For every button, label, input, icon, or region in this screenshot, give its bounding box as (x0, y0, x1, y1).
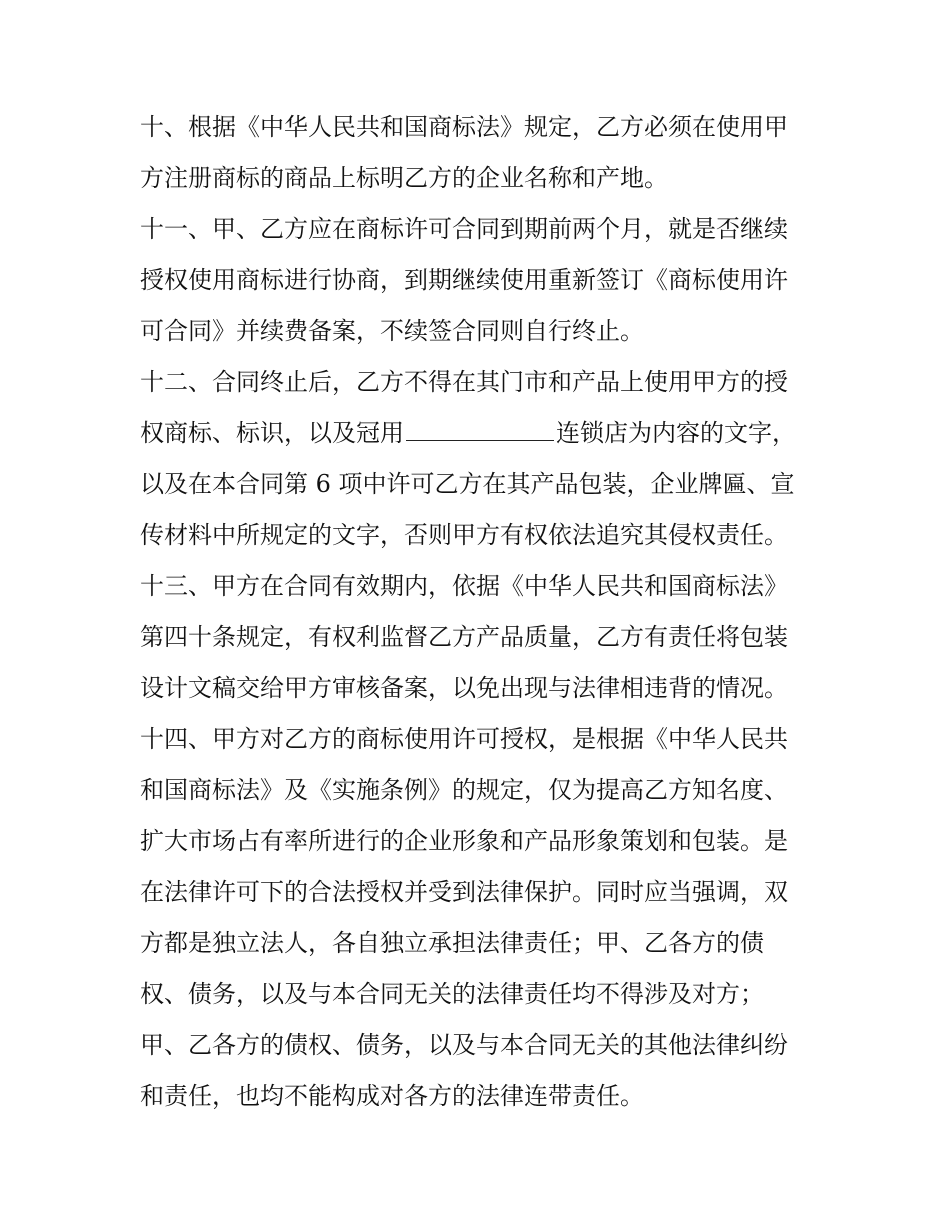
text-line-with-blank (140, 408, 820, 459)
text-line: 十、根据《中华人民共和国商标法》规定，乙方必须在使用甲 (140, 113, 788, 141)
clause-12 (140, 357, 820, 561)
text-line: 方都是独立法人，各自独立承担法律责任；甲、乙各方的债 (140, 929, 764, 957)
text-line: 十一、甲、乙方应在商标许可合同到期前两个月，就是否继续 (140, 215, 788, 243)
clause-11 (140, 204, 820, 357)
text-line: 扩大市场占有率所进行的企业形象和产品形象策划和包装。是 (140, 827, 788, 855)
text-line: 和国商标法》及《实施条例》的规定，仅为提高乙方知名度、 (140, 776, 788, 804)
text-line: 和责任，也均不能构成对各方的法律连带责任。 (140, 1082, 644, 1110)
text-line: 权、债务，以及与本合同无关的法律责任均不得涉及对方； (140, 980, 764, 1008)
document-page (140, 102, 820, 1122)
fill-in-blank (406, 418, 554, 441)
text-line: 十三、甲方在合同有效期内，依据《中华人民共和国商标法》 (140, 572, 788, 600)
text-line: 甲、乙各方的债权、债务，以及与本合同无关的其他法律纠纷 (140, 1031, 788, 1059)
text-line: 以及在本合同第 6 项中许可乙方在其产品包装，企业牌匾、宣 (140, 470, 795, 498)
text-line: 第四十条规定，有权利监督乙方产品质量，乙方有责任将包装 (140, 623, 788, 651)
text-line: 在法律许可下的合法授权并受到法律保护。同时应当强调，双 (140, 878, 788, 906)
text-line: 授权使用商标进行协商，到期继续使用重新签订《商标使用许 (140, 266, 788, 294)
text-line: 可合同》并续费备案，不续签合同则自行终止。 (140, 317, 644, 345)
clause-10 (140, 102, 820, 204)
text-fragment: 连锁店为内容的文字， (556, 419, 796, 447)
clause-14 (140, 714, 820, 1122)
text-line: 设计文稿交给甲方审核备案，以免出现与法律相违背的情况。 (140, 674, 788, 702)
text-line: 方注册商标的商品上标明乙方的企业名称和产地。 (140, 164, 668, 192)
text-line: 十二、合同终止后，乙方不得在其门市和产品上使用甲方的授 (140, 368, 788, 396)
text-line: 传材料中所规定的文字，否则甲方有权依法追究其侵权责任。 (140, 521, 788, 549)
text-line: 十四、甲方对乙方的商标使用许可授权，是根据《中华人民共 (140, 725, 788, 753)
clause-13 (140, 561, 820, 714)
text-fragment: 权商标、标识，以及冠用 (140, 419, 404, 447)
